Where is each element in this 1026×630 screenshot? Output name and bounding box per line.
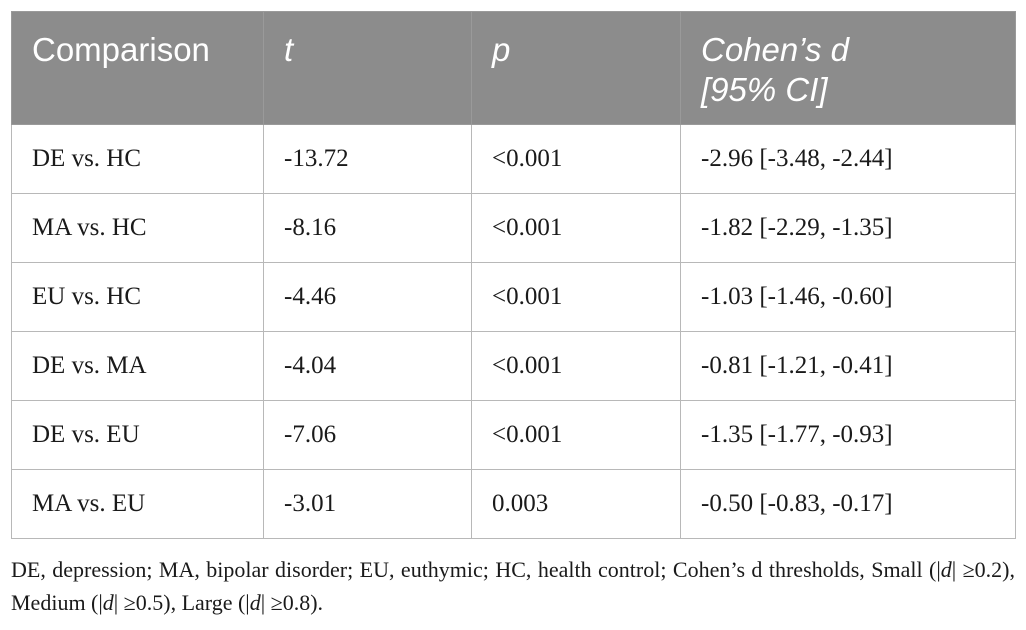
cell-t: -13.72 (264, 125, 472, 194)
cell-cohens-d: -0.81 [-1.21, -0.41] (681, 332, 1016, 401)
footnote-d-symbol: d (940, 557, 952, 582)
cell-cohens-d: -0.50 [-0.83, -0.17] (681, 470, 1016, 539)
footnote-text: | ≥0.2), Medium (| (11, 557, 1015, 615)
footnote-text: DE, depression; MA, bipolar disorder; EU, euthymic; HC, health control; Cohen’s d thresholds, Small (| (11, 557, 941, 582)
cell-cohens-d: -2.96 [-3.48, -2.44] (681, 125, 1016, 194)
cell-p: <0.001 (472, 332, 681, 401)
cell-comparison: MA vs. HC (12, 194, 264, 263)
table-row (12, 263, 1016, 332)
table-row (12, 125, 1016, 194)
cell-p: <0.001 (472, 263, 681, 332)
results-table (11, 11, 1016, 539)
footnote-text: | ≥0.5), Large (| (113, 590, 250, 615)
cell-p: <0.001 (472, 125, 681, 194)
table-body (12, 125, 1016, 539)
cell-cohens-d: -1.35 [-1.77, -0.93] (681, 401, 1016, 470)
header-p: p (472, 12, 681, 125)
footnote-d-symbol: d (102, 590, 114, 615)
results-table-container (11, 11, 1015, 539)
header-t: t (264, 12, 472, 125)
cell-p: <0.001 (472, 194, 681, 263)
cell-t: -7.06 (264, 401, 472, 470)
cell-t: -8.16 (264, 194, 472, 263)
cell-comparison: MA vs. EU (12, 470, 264, 539)
table-header (12, 12, 1016, 125)
cell-t: -4.04 (264, 332, 472, 401)
table-row (12, 401, 1016, 470)
cell-cohens-d: -1.82 [-2.29, -1.35] (681, 194, 1016, 263)
cell-p: <0.001 (472, 401, 681, 470)
cell-t: -4.46 (264, 263, 472, 332)
table-footnote (11, 553, 1015, 619)
header-row (12, 12, 1016, 125)
footnote-text: | ≥0.8). (260, 590, 324, 615)
cell-comparison: EU vs. HC (12, 263, 264, 332)
cell-t: -3.01 (264, 470, 472, 539)
table-row (12, 470, 1016, 539)
footnote-d-symbol: d (249, 590, 261, 615)
header-cohens-d: Cohen’s d [95% CI] (681, 12, 1016, 125)
cell-p: 0.003 (472, 470, 681, 539)
table-row (12, 194, 1016, 263)
cell-comparison: DE vs. EU (12, 401, 264, 470)
table-row (12, 332, 1016, 401)
cell-cohens-d: -1.03 [-1.46, -0.60] (681, 263, 1016, 332)
header-comparison: Comparison (12, 12, 264, 125)
cell-comparison: DE vs. HC (12, 125, 264, 194)
cell-comparison: DE vs. MA (12, 332, 264, 401)
